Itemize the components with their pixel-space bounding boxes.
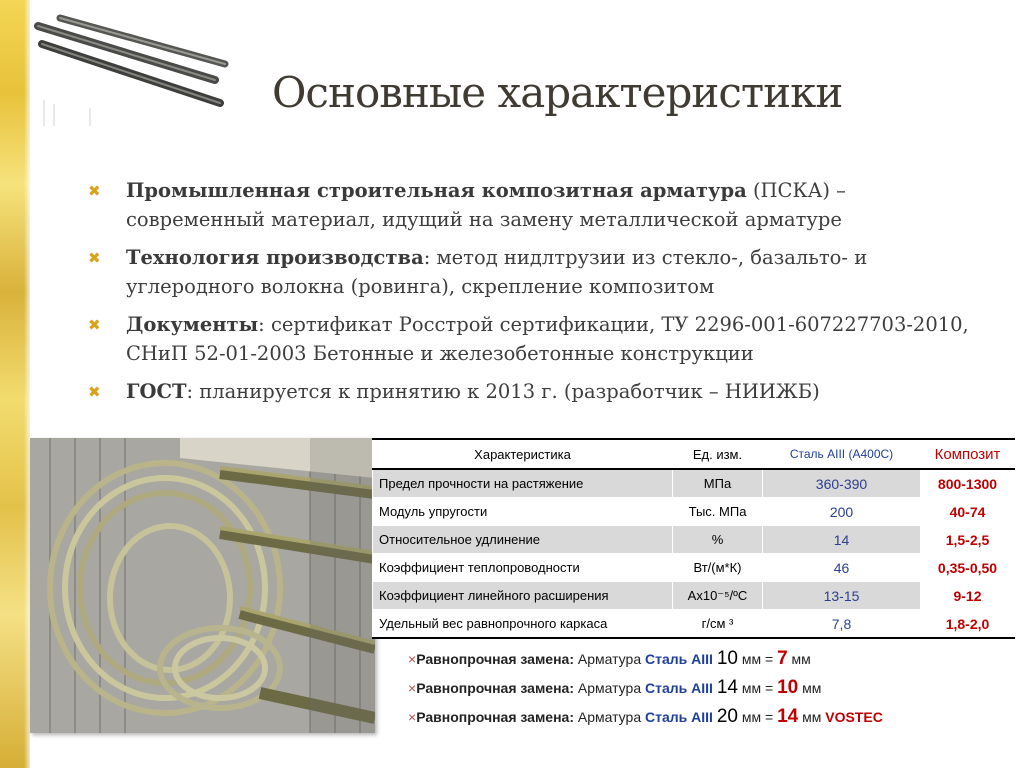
replacement-to: 14 <box>777 706 799 727</box>
cell-steel: 7,8 <box>763 610 921 639</box>
cell-name: Предел прочности на растяжение <box>373 469 673 498</box>
cell-composite: 1,5-2,5 <box>921 526 1015 554</box>
x-mark-icon: ✖ <box>88 249 101 267</box>
cell-name: Удельный вес равнопрочного каркаса <box>373 610 673 639</box>
cell-unit: Вт/(м*К) <box>673 554 763 582</box>
features-list <box>88 176 988 415</box>
cell-steel: 46 <box>763 554 921 582</box>
composite-coils-photo <box>30 438 375 733</box>
replacement-unit: мм = <box>741 709 774 725</box>
header-composite: Композит <box>921 439 1015 469</box>
replacement-line <box>408 648 811 670</box>
cell-name: Модуль упругости <box>373 498 673 526</box>
x-mark-icon: × <box>408 651 417 667</box>
replacement-label: Равнопрочная замена: <box>416 651 574 667</box>
replacement-steel: Сталь AIII <box>645 680 713 696</box>
x-mark-icon: × <box>408 709 417 725</box>
replacement-unit: мм = <box>741 651 774 667</box>
header-characteristic: Характеристика <box>373 439 673 469</box>
list-item <box>88 176 988 234</box>
cell-name: Коэффициент линейного расширения <box>373 582 673 610</box>
bullet-bold: Промышленная строительная композитная арматура <box>126 179 747 202</box>
replacement-line <box>408 706 883 728</box>
x-mark-icon: ✖ <box>88 182 101 200</box>
replacement-to: 10 <box>777 677 799 698</box>
replacement-from: 14 <box>716 677 738 698</box>
replacement-steel: Сталь AIII <box>645 651 713 667</box>
replacement-from: 20 <box>716 706 738 727</box>
cell-unit: % <box>673 526 763 554</box>
cell-unit: МПа <box>673 469 763 498</box>
cell-composite: 40-74 <box>921 498 1015 526</box>
table-row <box>373 582 1015 610</box>
replacement-label: Равнопрочная замена: <box>416 709 574 725</box>
cell-composite: 1,8-2,0 <box>921 610 1015 639</box>
cell-unit: Ах10⁻⁵/ºС <box>673 582 763 610</box>
cell-steel: 13-15 <box>763 582 921 610</box>
list-item <box>88 243 988 301</box>
brand-label: VOSTEC <box>825 709 883 725</box>
cell-steel: 360-390 <box>763 469 921 498</box>
replacement-line <box>408 677 821 699</box>
bullet-bold: Технология производства <box>126 246 424 269</box>
replacement-steel: Сталь AIII <box>645 709 713 725</box>
list-item <box>88 310 988 368</box>
comparison-table <box>372 438 1015 639</box>
header-steel: Сталь AIII (А400С) <box>763 439 921 469</box>
bullet-text: : сертификат Росстрой сертификации, ТУ 2296-001-607227703-2010, СНиП 52-01-2003 Бетонные и железобетонные конструкции <box>126 313 969 365</box>
cell-steel: 14 <box>763 526 921 554</box>
replacement-unit: мм <box>802 709 822 725</box>
cell-unit: Тыс. МПа <box>673 498 763 526</box>
rebar-rods-photo <box>30 8 230 128</box>
replacement-unit: мм <box>791 651 811 667</box>
table-row <box>373 610 1015 639</box>
x-mark-icon: × <box>408 680 417 696</box>
bullet-bold: Документы <box>126 313 259 336</box>
decorative-fiber-strip <box>0 0 30 768</box>
x-mark-icon: ✖ <box>88 316 101 334</box>
table-row <box>373 526 1015 554</box>
table-row <box>373 469 1015 498</box>
table-header-row <box>373 439 1015 469</box>
replacement-text: Арматура <box>574 709 645 725</box>
bullet-text: : планируется к принятию к 2013 г. (разработчик – НИИЖБ) <box>186 380 820 403</box>
page-title: Основные характеристики <box>272 68 843 117</box>
cell-composite: 9-12 <box>921 582 1015 610</box>
replacement-text: Арматура <box>574 651 645 667</box>
cell-name: Относительное удлинение <box>373 526 673 554</box>
x-mark-icon: ✖ <box>88 383 101 401</box>
bullet-text: (ПСКА) – современный материал, идущий на замену металлической арматуре <box>126 179 846 231</box>
cell-composite: 800-1300 <box>921 469 1015 498</box>
replacement-unit: мм <box>802 680 822 696</box>
replacement-unit: мм = <box>741 680 774 696</box>
bullet-bold: ГОСТ <box>126 380 187 403</box>
replacement-to: 7 <box>777 648 788 669</box>
cell-steel: 200 <box>763 498 921 526</box>
replacement-label: Равнопрочная замена: <box>416 680 574 696</box>
header-unit: Ед. изм. <box>673 439 763 469</box>
table-row <box>373 498 1015 526</box>
cell-unit: г/см ³ <box>673 610 763 639</box>
replacement-from: 10 <box>716 648 738 669</box>
bullet-text: : метод нидлтрузии из стекло-, базальто- и углеродного волокна (ровинга), скрепление композитом <box>126 246 868 298</box>
list-item <box>88 377 988 406</box>
table-row <box>373 554 1015 582</box>
cell-name: Коэффициент теплопроводности <box>373 554 673 582</box>
cell-composite: 0,35-0,50 <box>921 554 1015 582</box>
replacement-text: Арматура <box>574 680 645 696</box>
